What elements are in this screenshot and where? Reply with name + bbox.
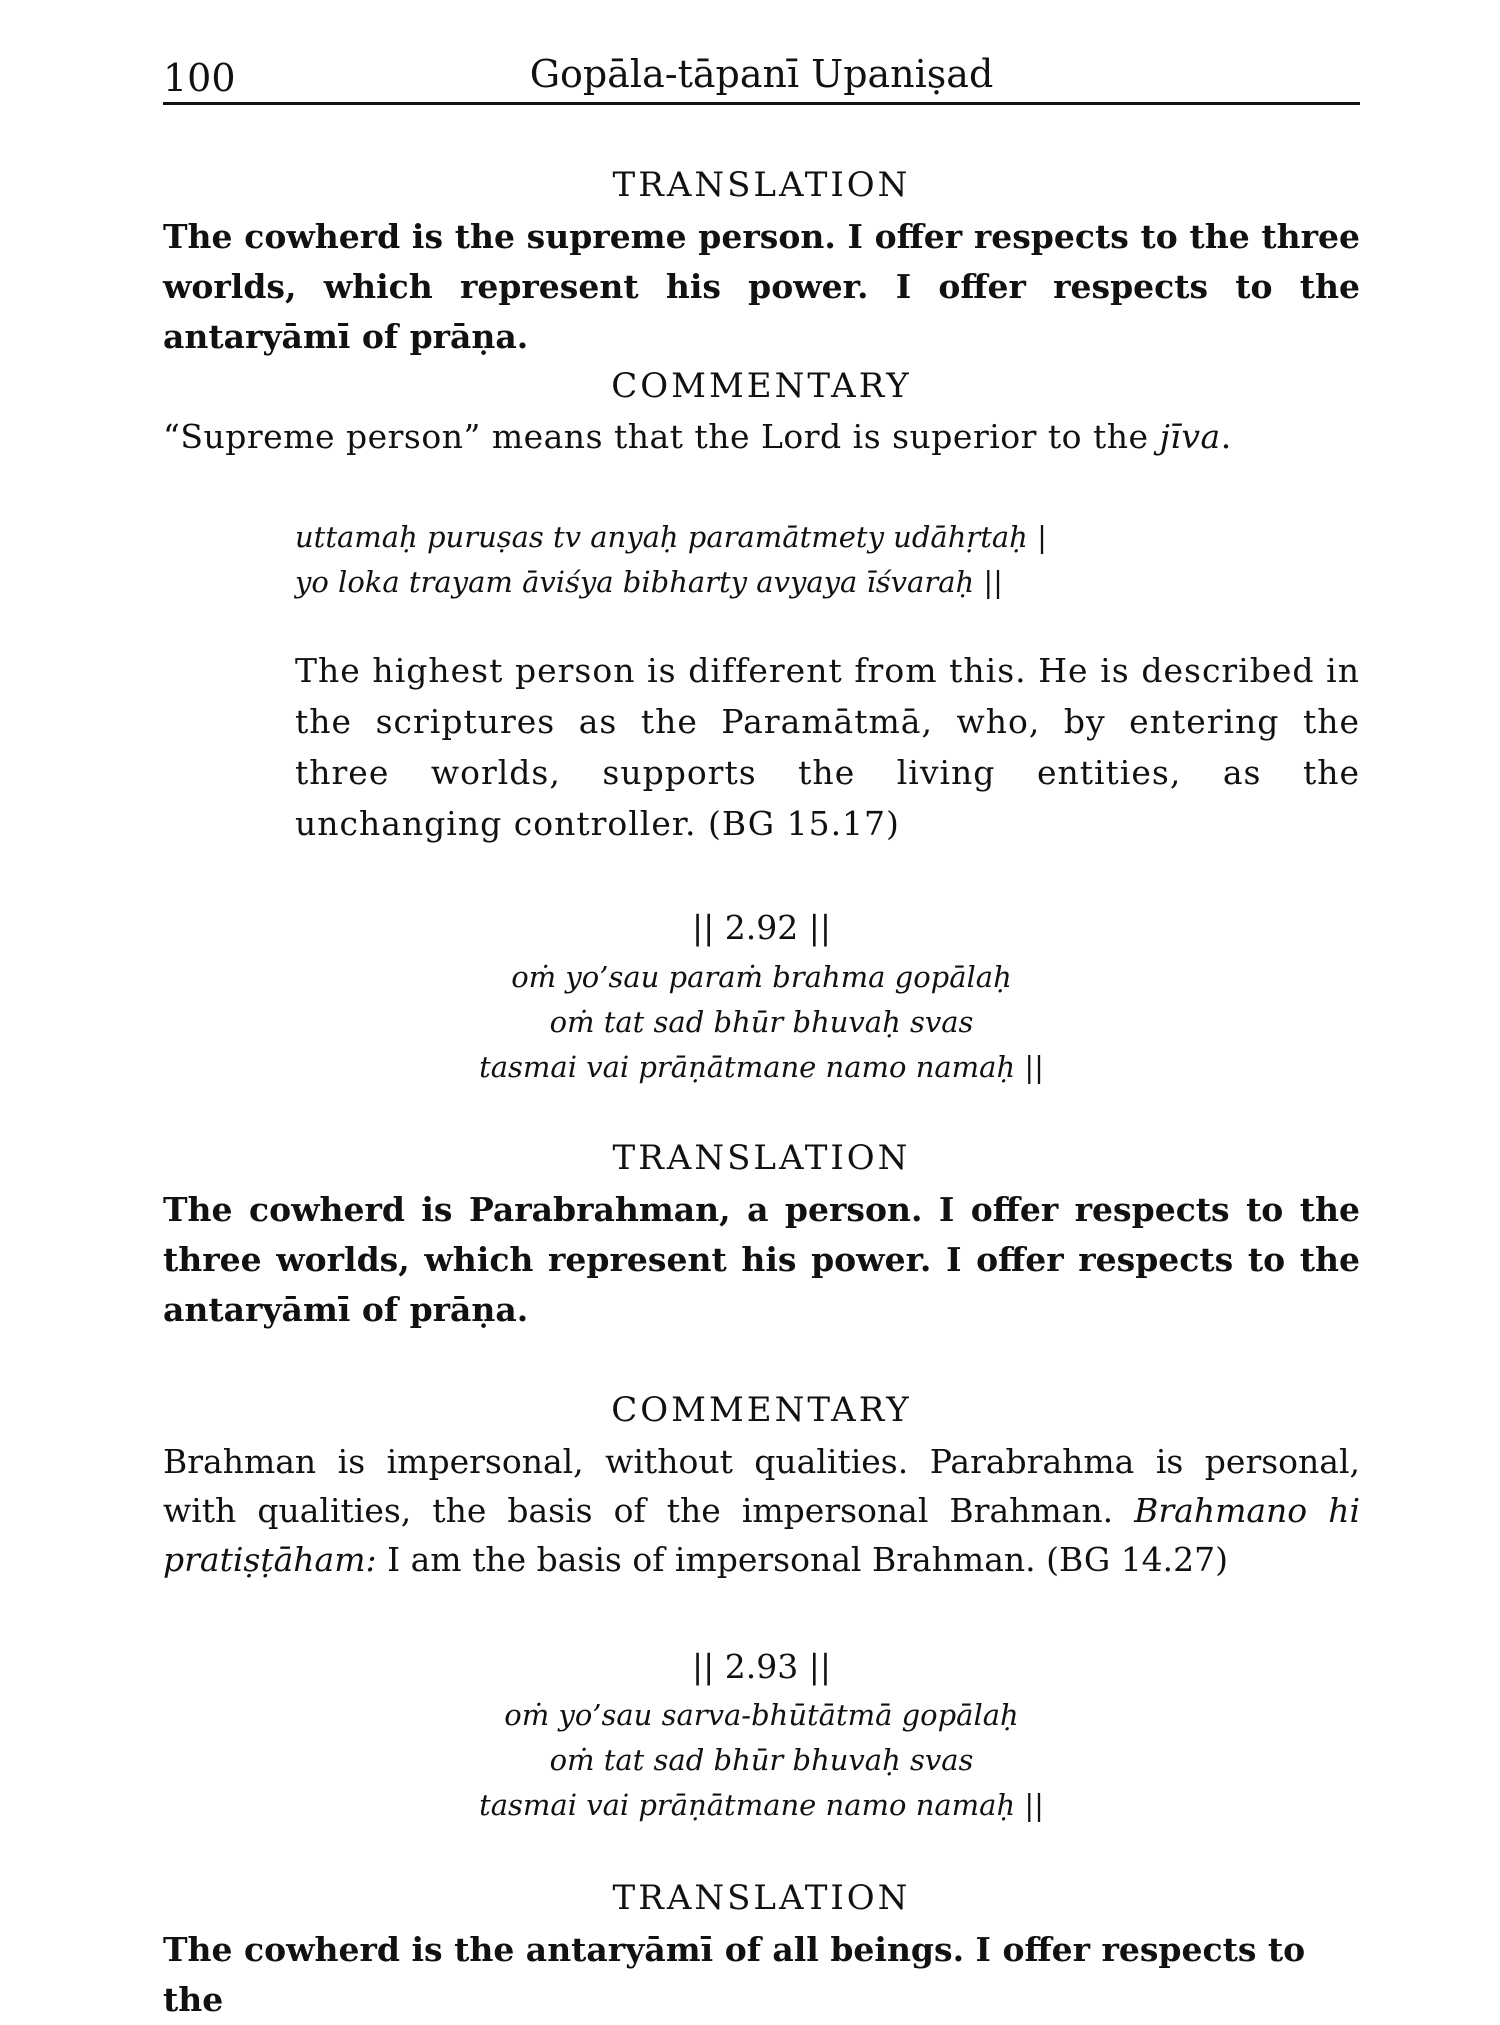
- commentary-heading: COMMENTARY: [611, 1390, 912, 1430]
- commentary-text: “Supreme person” means that the Lord is superior to the jīva.: [163, 417, 1232, 456]
- sanskrit-verse: [163, 955, 1360, 1090]
- translation-heading: TRANSLATION: [612, 165, 911, 205]
- quote-translation: The highest person is different from this. He is described in the scriptures as the Paramātmā, who, by entering the three worlds, supports the living entities, as the unchanging controller. (BG 15.17): [295, 651, 1360, 843]
- sanskrit-verse: [163, 1693, 1360, 1828]
- verse-line: oṁ tat sad bhūr bhuvaḥ svas: [549, 1005, 974, 1039]
- running-title: Gopāla-tāpanī Upaniṣad: [529, 52, 994, 96]
- commentary-text: Brahman is impersonal, without qualities. Parabrahma is personal, with qualities, the basis of the impersonal Brahman. Brahmano hi pratiṣṭāham: I am the basis of impersonal Brahman. (BG 14.27): [163, 1442, 1361, 1579]
- translation-text: The cowherd is the supreme person. I offer respects to the three worlds, which represent his power. I offer respects to the antaryāmī of prāṇa.: [163, 217, 1360, 356]
- verse-line: yo loka trayam āviśya bibharty avyaya īśvaraḥ ||: [295, 565, 1003, 599]
- translation-heading: TRANSLATION: [612, 1138, 911, 1178]
- verse-line: oṁ yo’sau paraṁ brahma gopālaḥ: [511, 960, 1012, 994]
- verse-line: tasmai vai prāṇātmane namo namaḥ ||: [479, 1788, 1044, 1822]
- verse-line: oṁ tat sad bhūr bhuvaḥ svas: [549, 1743, 974, 1777]
- page-header: [163, 50, 1360, 105]
- translation-text: The cowherd is Parabrahman, a person. I offer respects to the three worlds, which represent his power. I offer respects to the antaryāmī of prāṇa.: [163, 1190, 1360, 1329]
- verse-number: || 2.92 ||: [692, 908, 831, 947]
- verse-line: tasmai vai prāṇātmane namo namaḥ ||: [479, 1050, 1044, 1084]
- translation-heading: TRANSLATION: [612, 1878, 911, 1918]
- page-number: 100: [163, 56, 236, 100]
- translation-text: The cowherd is the antaryāmī of all beings. I offer respects to the: [163, 1930, 1306, 2019]
- verse-number: || 2.93 ||: [692, 1647, 831, 1686]
- verse-line: uttamaḥ puruṣas tv anyaḥ paramātmety udāhṛtaḥ |: [295, 520, 1047, 554]
- verse-line: oṁ yo’sau sarva-bhūtātmā gopālaḥ: [504, 1698, 1019, 1732]
- quoted-sanskrit-verse: [295, 515, 1295, 605]
- commentary-heading: COMMENTARY: [611, 366, 912, 406]
